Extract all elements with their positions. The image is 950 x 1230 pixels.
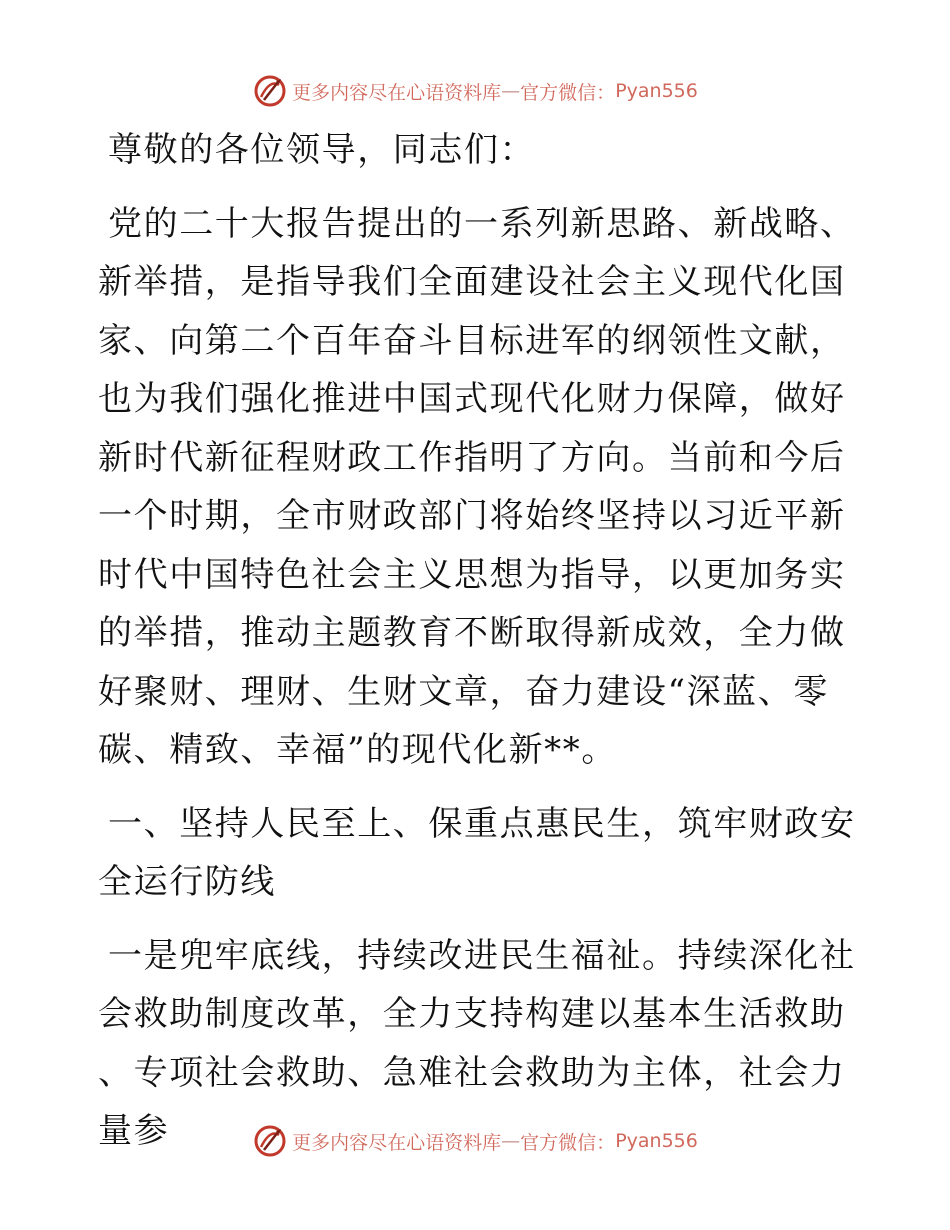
watermark-wechat-id: Pyan556 xyxy=(615,80,698,102)
watermark-wechat-label: 官方微信： xyxy=(520,1131,616,1154)
watermark-main-text: 更多内容尽在心语资料库 xyxy=(292,81,502,104)
salutation: 尊敬的各位领导，同志们： xyxy=(108,130,536,170)
logo-icon xyxy=(252,1123,288,1159)
watermark-wechat-id: Pyan556 xyxy=(615,1130,698,1152)
watermark-wechat-label: 官方微信： xyxy=(520,81,616,104)
watermark-header xyxy=(0,71,950,111)
logo-icon xyxy=(252,73,288,109)
watermark-separator: — xyxy=(501,1130,521,1152)
section-heading: 一、坚持人民至上、保重点惠民生，筑牢财政安全运行防线 xyxy=(98,803,856,902)
paragraph: 一是兜牢底线，持续改进民生福祉。持续深化社会救助制度改革，全力支持构建以基本生活救助、专项社会救助、急难社会救助为主体，社会力量参 xyxy=(98,935,856,1151)
watermark-separator: — xyxy=(501,80,521,102)
watermark-footer xyxy=(0,1121,950,1161)
paragraph: 党的二十大报告提出的一系列新思路、新战略、新举措，是指导我们全面建设社会主义现代化国家、向第二个百年奋斗目标进军的纲领性文献，也为我们强化推进中国式现代化财力保障，做好新时代新征程财政工作指明了方向。当前和今后一个时期，全市财政部门将始终坚持以习近平新时代中国特色社会主义思想为指导，以更加务实的举措，推动主题教育不断取得新成效，全力做好聚财、理财、生财文章，奋力建设“深蓝、零碳、精致、幸福”的现代化新**。 xyxy=(98,203,856,770)
document-body xyxy=(98,121,858,1161)
watermark-main-text: 更多内容尽在心语资料库 xyxy=(292,1131,502,1154)
